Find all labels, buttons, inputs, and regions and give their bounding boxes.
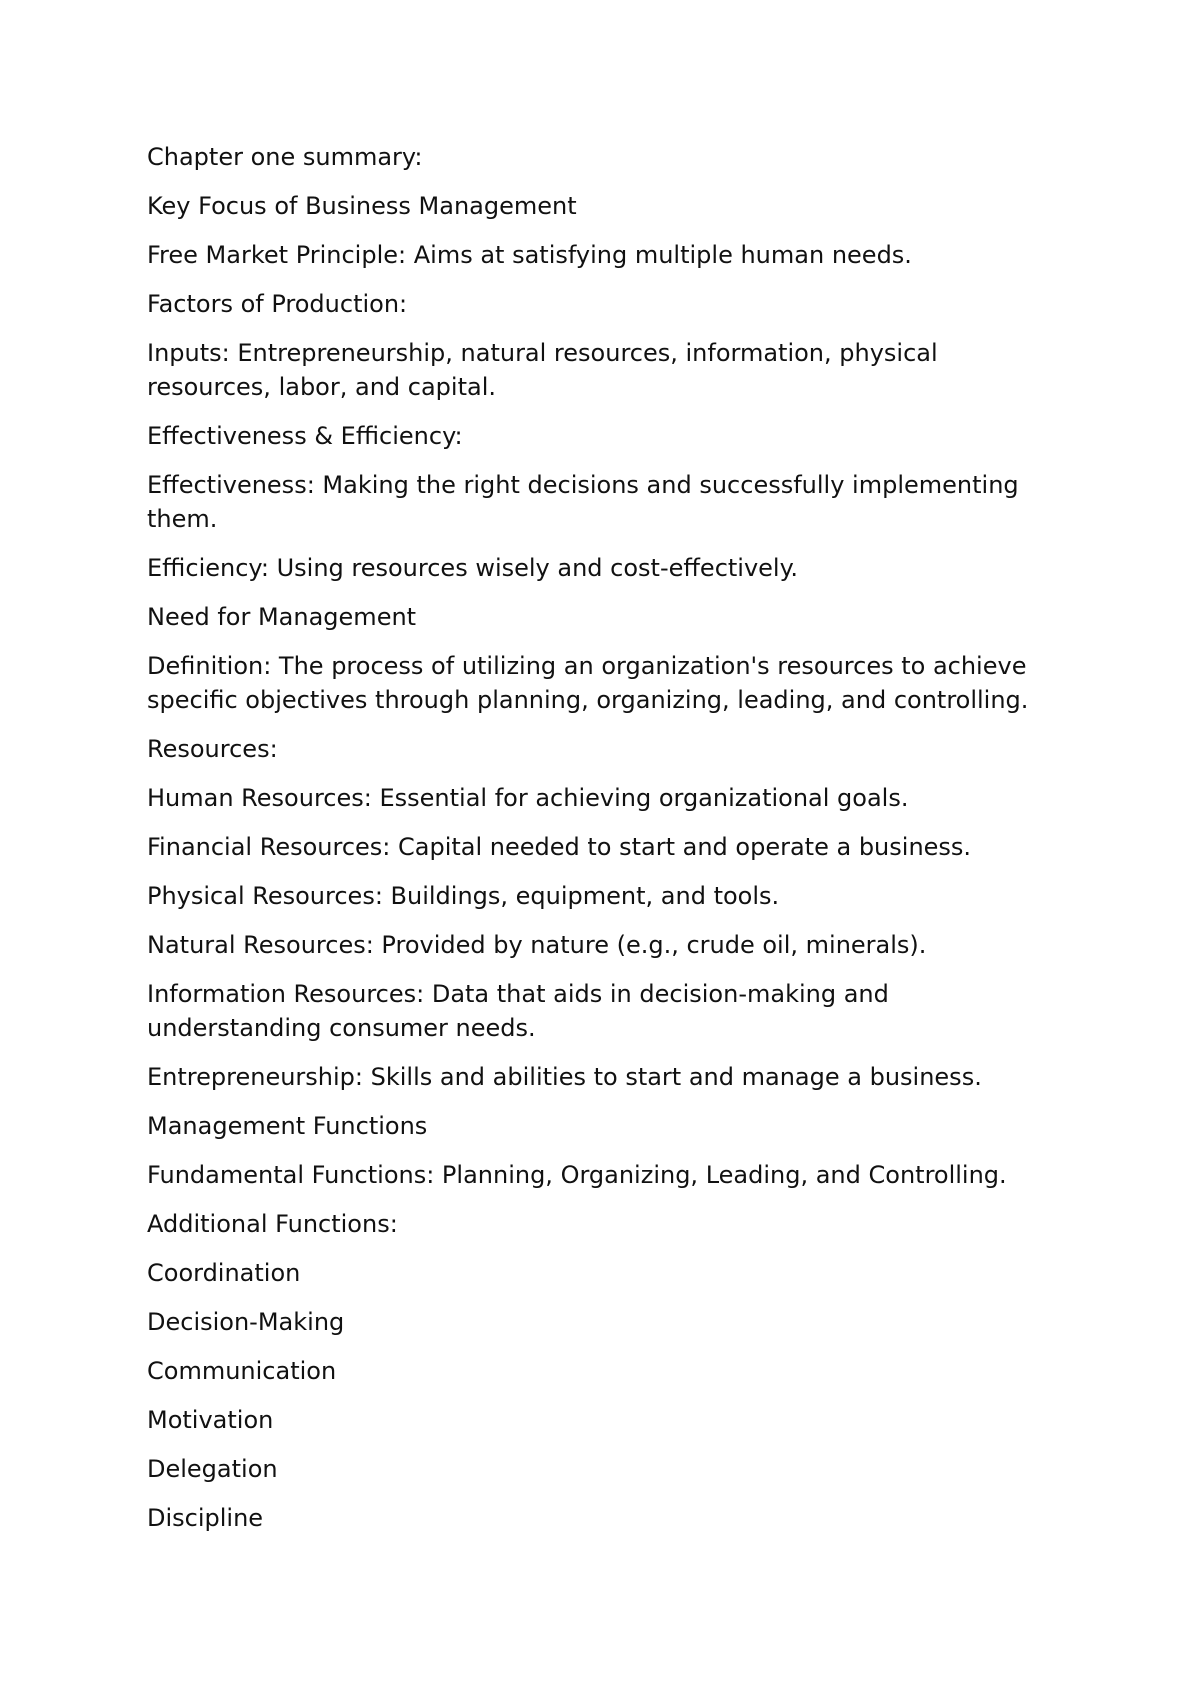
subheading: Effectiveness & Efficiency: <box>147 422 463 450</box>
section-heading: Need for Management <box>147 603 417 631</box>
paragraph: Efficiency: Using resources wisely and cost-effectively. <box>147 554 799 582</box>
section-heading: Management Functions <box>147 1112 428 1140</box>
paragraph: Effectiveness: Making the right decisions and successfully implementing them. <box>147 471 1019 533</box>
list-item: Decision-Making <box>147 1308 345 1336</box>
paragraph: Free Market Principle: Aims at satisfying multiple human needs. <box>147 241 912 269</box>
document-body <box>147 140 1057 1550</box>
paragraph: Inputs: Entrepreneurship, natural resources, information, physical resources, labor, and capital. <box>147 339 938 401</box>
paragraph: Entrepreneurship: Skills and abilities to start and manage a business. <box>147 1063 982 1091</box>
section-heading: Key Focus of Business Management <box>147 192 577 220</box>
subheading: Resources: <box>147 735 278 763</box>
paragraph: Human Resources: Essential for achieving organizational goals. <box>147 784 909 812</box>
subheading: Factors of Production: <box>147 290 408 318</box>
paragraph: Natural Resources: Provided by nature (e.g., crude oil, minerals). <box>147 931 927 959</box>
list-item: Motivation <box>147 1406 274 1434</box>
chapter-title: Chapter one summary: <box>147 143 423 171</box>
list-item: Coordination <box>147 1259 301 1287</box>
list-item: Discipline <box>147 1504 264 1532</box>
paragraph: Fundamental Functions: Planning, Organizing, Leading, and Controlling. <box>147 1161 1007 1189</box>
list-item: Delegation <box>147 1455 278 1483</box>
paragraph: Definition: The process of utilizing an organization's resources to achieve specific objectives through planning, organizing, leading, and controlling. <box>147 652 1029 714</box>
list-item: Communication <box>147 1357 337 1385</box>
paragraph: Physical Resources: Buildings, equipment, and tools. <box>147 882 780 910</box>
paragraph: Information Resources: Data that aids in decision-making and understanding consumer needs. <box>147 980 889 1042</box>
paragraph: Financial Resources: Capital needed to start and operate a business. <box>147 833 972 861</box>
subheading: Additional Functions: <box>147 1210 398 1238</box>
